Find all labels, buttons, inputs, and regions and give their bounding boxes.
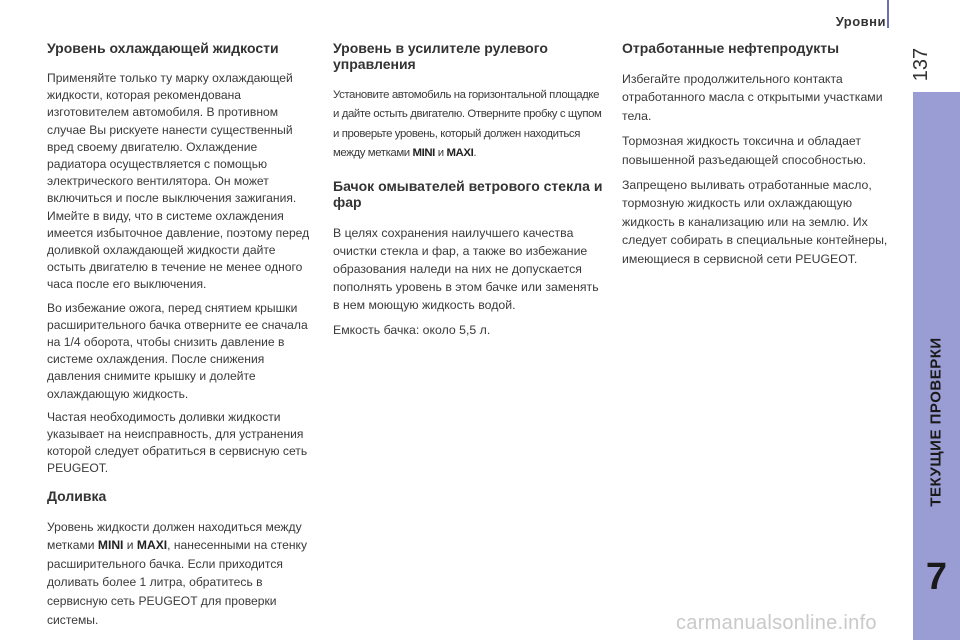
running-header: Уровни xyxy=(835,14,886,29)
steering-maxi-mark: MAXI xyxy=(446,147,474,160)
washer-capacity: Емкость бачка: около 5,5 л. xyxy=(333,322,491,337)
coolant-paragraph-3: Частая необходимость доливки жидкости указывает на неисправность, для устранения которой следует обратиться в сервисную сеть PEUGEOT. xyxy=(47,409,308,476)
column-coolant xyxy=(47,40,312,635)
column-steering-washer xyxy=(333,40,605,345)
steering-mini-mark: MINI xyxy=(412,147,435,160)
waste-paragraph-2: Тормозная жидкость токсична и обладает повышенной разъедающей способностью. xyxy=(622,134,867,167)
chapter-tab-label: ТЕКУЩИЕ ПРОВЕРКИ xyxy=(927,337,945,507)
maxi-mark: MAXI xyxy=(136,538,168,553)
section-title-steering: Уровень в усилителе рулевого управления xyxy=(333,40,548,72)
section-title-waste: Отработанные нефтепродукты xyxy=(622,40,840,56)
section-title-coolant: Уровень охлаждающей жидкости xyxy=(47,40,279,56)
section-title-topup: Доливка xyxy=(47,487,107,504)
topup-paragraph: Уровень жидкости должен находиться между метками MINI и MAXI, нанесенными на стенку расширительного бачка. Если приходится доливать более 1 литра, обратитесь в сервисную сеть PEUGEOT для проверки системы. xyxy=(47,519,308,627)
watermark: carmanualsonline.info xyxy=(676,612,877,634)
coolant-paragraph-2: Во избежание ожога, перед снятием крышки расширительного бачка отверните ее сначала на 1/4 оборота, чтобы снизить давление в системе охлаждения. После снижения давления снимите крышку и долейте охлаждающую жидкость. xyxy=(47,300,308,401)
waste-paragraph-3: Запрещено выливать отработанные масло, тормозную жидкость или охлаждающую жидкость в канализацию или на землю. Их следует собирать в специальные контейнеры, имеющиеся в сервисной сети PEUGEOT. xyxy=(622,178,888,266)
section-title-washer: Бачок омывателей ветрового стекла и фар xyxy=(333,177,603,210)
waste-paragraph-1: Избегайте продолжительного контакта отработанного масла с открытыми участками тела. xyxy=(622,72,883,123)
page-number: 137 xyxy=(910,47,933,81)
mini-mark: MINI xyxy=(97,538,124,553)
header-rule xyxy=(887,0,889,28)
steering-paragraph: Установите автомобиль на горизонтальной площадке и дайте остыть двигателю. Отверните пробку с щупом и проверьте уровень, который должен находиться между метками MINI и MAXI. xyxy=(333,89,602,160)
coolant-paragraph-1: Применяйте только ту марку охлаждающей жидкости, которая рекомендована изготовителем автомобиля. В противном случае Вы рискуете нанести существенный вред своему двигателю. Охлаждение радиатора осуществляется с помощью электрического вентилятора. Он может включиться и после выключения зажигания. Имейте в виду, что в системе охлаждения имеется избыточное давление, поэтому перед доливкой охлаждающей жидкости дайте остыть двигателю в течение не менее одного часа после его выключения. xyxy=(47,71,310,292)
column-waste-fluids xyxy=(622,40,892,275)
washer-paragraph-1: В целях сохранения наилучшего качества очистки стекла и фар, а также во избежание образования наледи на них не допускается пополнять уровень в этом бачке или заменять в нем моющую жидкость водой. xyxy=(333,225,599,313)
chapter-number: 7 xyxy=(925,556,948,598)
